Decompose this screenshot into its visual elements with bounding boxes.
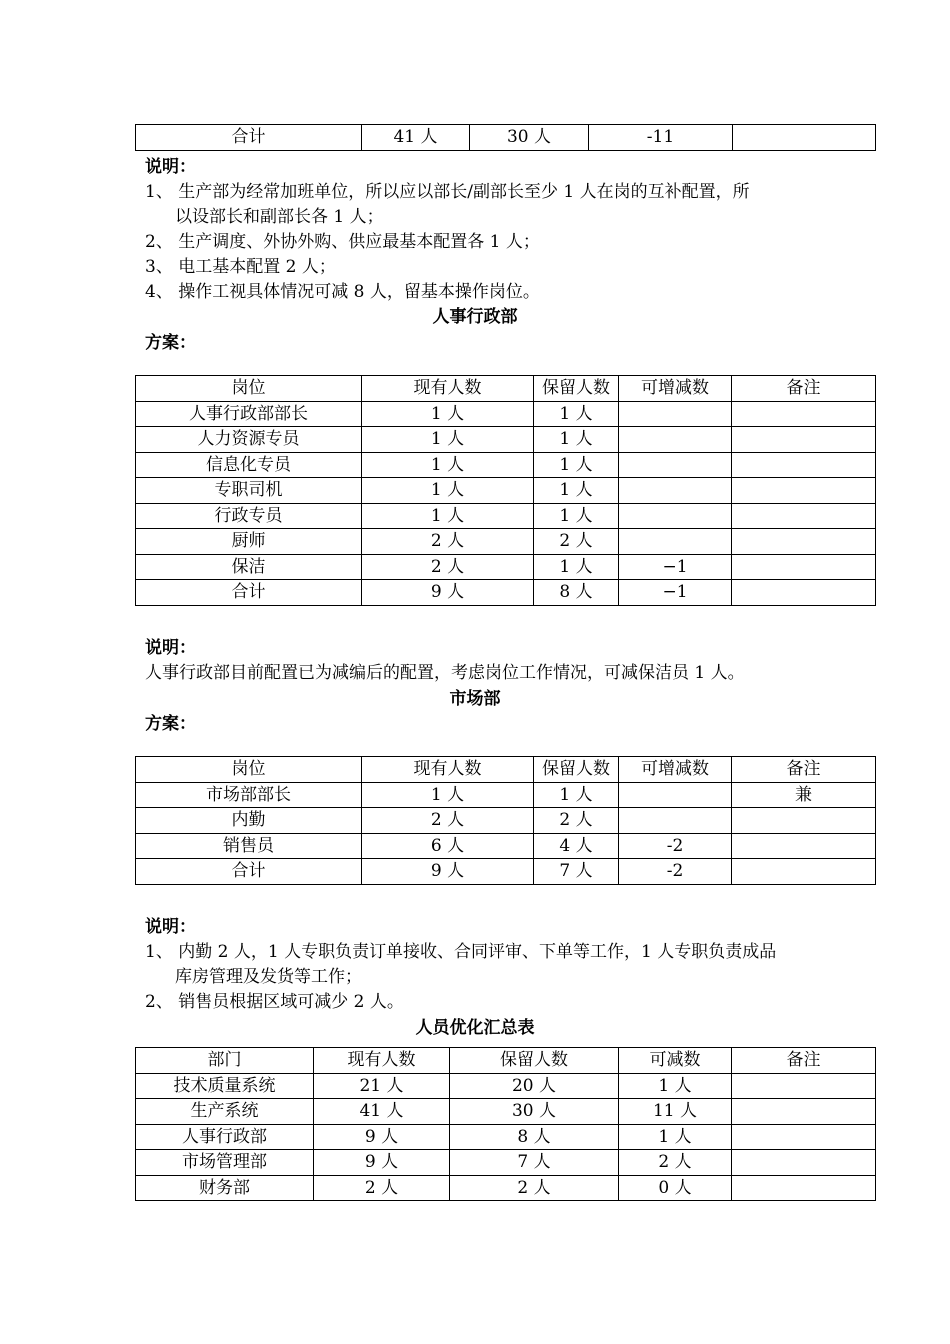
table-header-row [136, 1048, 876, 1074]
table-cell: -11 [589, 125, 733, 151]
table-header: 可减数 [619, 1048, 732, 1074]
table-cell: 30 人 [470, 125, 589, 151]
table-cell: 销售员 [136, 833, 362, 859]
table-cell: 1 人 [534, 452, 619, 478]
table-header-row [136, 376, 876, 402]
table-cell: 41 人 [314, 1099, 450, 1125]
table-header: 可增减数 [619, 757, 732, 783]
table-cell: −1 [619, 580, 732, 606]
table-cell: 4 人 [534, 833, 619, 859]
table-row [136, 1150, 876, 1176]
table-cell: 2 人 [314, 1175, 450, 1201]
table-cell [619, 478, 732, 504]
table-header: 备注 [732, 1048, 876, 1074]
note-line: 库房管理及发货等工作； [175, 967, 362, 987]
table-cell: 1 人 [362, 427, 534, 453]
table-cell: 合计 [136, 125, 362, 151]
table-row [136, 125, 876, 151]
market-table [135, 756, 876, 885]
section-title: 人员优化汇总表 [415, 1018, 535, 1038]
table-cell: 1 人 [534, 554, 619, 580]
table-cell: 41 人 [362, 125, 470, 151]
table-cell: 7 人 [450, 1150, 619, 1176]
table-header: 保留人数 [534, 757, 619, 783]
table-row [136, 529, 876, 555]
table-cell: 保洁 [136, 554, 362, 580]
plan-label: 方案： [145, 333, 196, 353]
table-cell: 9 人 [314, 1124, 450, 1150]
notes-title: 说明： [145, 157, 196, 177]
table-header-row [136, 757, 876, 783]
table-cell: 1 人 [619, 1124, 732, 1150]
table-row [136, 503, 876, 529]
table-cell: 人力资源专员 [136, 427, 362, 453]
table-row [136, 478, 876, 504]
section-title: 市场部 [449, 689, 501, 709]
table-cell [732, 580, 876, 606]
hr-table [135, 375, 876, 606]
production-total-table [135, 124, 876, 151]
table-cell: 兼 [732, 782, 876, 808]
table-cell [732, 554, 876, 580]
table-cell [732, 859, 876, 885]
table-cell: 1 人 [362, 452, 534, 478]
note-line: 人事行政部目前配置已为减编后的配置，考虑岗位工作情况，可减保洁员 1 人。 [145, 663, 745, 683]
table-cell: 2 人 [362, 554, 534, 580]
table-cell: 人事行政部部长 [136, 401, 362, 427]
table-cell [732, 1150, 876, 1176]
table-row [136, 427, 876, 453]
summary-table [135, 1047, 876, 1201]
table-row [136, 580, 876, 606]
table-cell: 厨师 [136, 529, 362, 555]
table-header: 岗位 [136, 376, 362, 402]
table-cell: 9 人 [362, 859, 534, 885]
table-cell [732, 452, 876, 478]
table-cell: 1 人 [534, 401, 619, 427]
table-cell [732, 1175, 876, 1201]
table-header: 岗位 [136, 757, 362, 783]
table-cell: 2 人 [362, 808, 534, 834]
table-cell: 1 人 [534, 782, 619, 808]
table-cell: 9 人 [362, 580, 534, 606]
table-header: 备注 [732, 376, 876, 402]
table-cell: 内勤 [136, 808, 362, 834]
note-line: 2、 销售员根据区域可减少 2 人。 [145, 992, 404, 1012]
table-cell: 11 人 [619, 1099, 732, 1125]
table-row [136, 833, 876, 859]
table-cell: 2 人 [534, 529, 619, 555]
table-row [136, 1124, 876, 1150]
table-header: 备注 [732, 757, 876, 783]
table-cell: 行政专员 [136, 503, 362, 529]
table-cell: 2 人 [534, 808, 619, 834]
table-row [136, 782, 876, 808]
table-cell: 生产系统 [136, 1099, 314, 1125]
table-cell: 1 人 [362, 401, 534, 427]
table-cell: 20 人 [450, 1073, 619, 1099]
table-cell: 9 人 [314, 1150, 450, 1176]
table-row [136, 452, 876, 478]
note-line: 以设部长和副部长各 1 人； [175, 207, 384, 227]
table-cell [732, 401, 876, 427]
table-row [136, 859, 876, 885]
table-cell [732, 478, 876, 504]
table-cell: 1 人 [362, 503, 534, 529]
table-cell [619, 452, 732, 478]
table-row [136, 401, 876, 427]
table-header: 保留人数 [534, 376, 619, 402]
table-row [136, 554, 876, 580]
table-cell: 信息化专员 [136, 452, 362, 478]
table-cell [732, 833, 876, 859]
table-cell [732, 427, 876, 453]
table-cell [619, 808, 732, 834]
table-cell [732, 503, 876, 529]
table-cell: -2 [619, 859, 732, 885]
table-cell: 1 人 [534, 503, 619, 529]
table-header: 现有人数 [362, 757, 534, 783]
table-cell: 7 人 [534, 859, 619, 885]
table-header: 保留人数 [450, 1048, 619, 1074]
table-cell [619, 782, 732, 808]
note-line: 4、 操作工视具体情况可减 8 人，留基本操作岗位。 [145, 282, 540, 302]
table-cell [732, 808, 876, 834]
table-row [136, 1175, 876, 1201]
table-cell: 技术质量系统 [136, 1073, 314, 1099]
table-cell [619, 529, 732, 555]
table-cell: 1 人 [534, 478, 619, 504]
notes-title: 说明： [145, 638, 196, 658]
table-cell [619, 427, 732, 453]
table-header: 可增减数 [619, 376, 732, 402]
table-cell: 8 人 [450, 1124, 619, 1150]
table-header: 现有人数 [314, 1048, 450, 1074]
table-cell [619, 503, 732, 529]
table-cell: 8 人 [534, 580, 619, 606]
table-cell [732, 529, 876, 555]
table-cell: −1 [619, 554, 732, 580]
table-row [136, 808, 876, 834]
table-cell: -2 [619, 833, 732, 859]
table-cell [732, 1073, 876, 1099]
table-header: 部门 [136, 1048, 314, 1074]
table-cell: 30 人 [450, 1099, 619, 1125]
note-line: 1、 内勤 2 人，1 人专职负责订单接收、合同评审、下单等工作，1 人专职负责成品 [145, 942, 777, 962]
table-cell [732, 1124, 876, 1150]
table-cell: 0 人 [619, 1175, 732, 1201]
table-cell: 2 人 [619, 1150, 732, 1176]
note-line: 3、 电工基本配置 2 人； [145, 257, 336, 277]
section-title: 人事行政部 [432, 307, 518, 327]
table-cell: 2 人 [450, 1175, 619, 1201]
notes-title: 说明： [145, 917, 196, 937]
table-header: 现有人数 [362, 376, 534, 402]
table-cell: 合计 [136, 580, 362, 606]
table-cell: 市场部部长 [136, 782, 362, 808]
table-cell: 21 人 [314, 1073, 450, 1099]
table-cell [733, 125, 876, 151]
table-row [136, 1099, 876, 1125]
table-cell: 2 人 [362, 529, 534, 555]
table-cell: 1 人 [362, 478, 534, 504]
table-cell: 1 人 [619, 1073, 732, 1099]
table-cell: 人事行政部 [136, 1124, 314, 1150]
note-line: 1、 生产部为经常加班单位，所以应以部长/副部长至少 1 人在岗的互补配置，所 [145, 182, 750, 202]
table-row [136, 1073, 876, 1099]
table-cell: 6 人 [362, 833, 534, 859]
table-cell: 合计 [136, 859, 362, 885]
table-cell: 1 人 [362, 782, 534, 808]
table-cell [619, 401, 732, 427]
table-cell: 1 人 [534, 427, 619, 453]
table-cell [732, 1099, 876, 1125]
note-line: 2、 生产调度、外协外购、供应最基本配置各 1 人； [145, 232, 540, 252]
plan-label: 方案： [145, 714, 196, 734]
table-cell: 财务部 [136, 1175, 314, 1201]
table-cell: 市场管理部 [136, 1150, 314, 1176]
table-cell: 专职司机 [136, 478, 362, 504]
